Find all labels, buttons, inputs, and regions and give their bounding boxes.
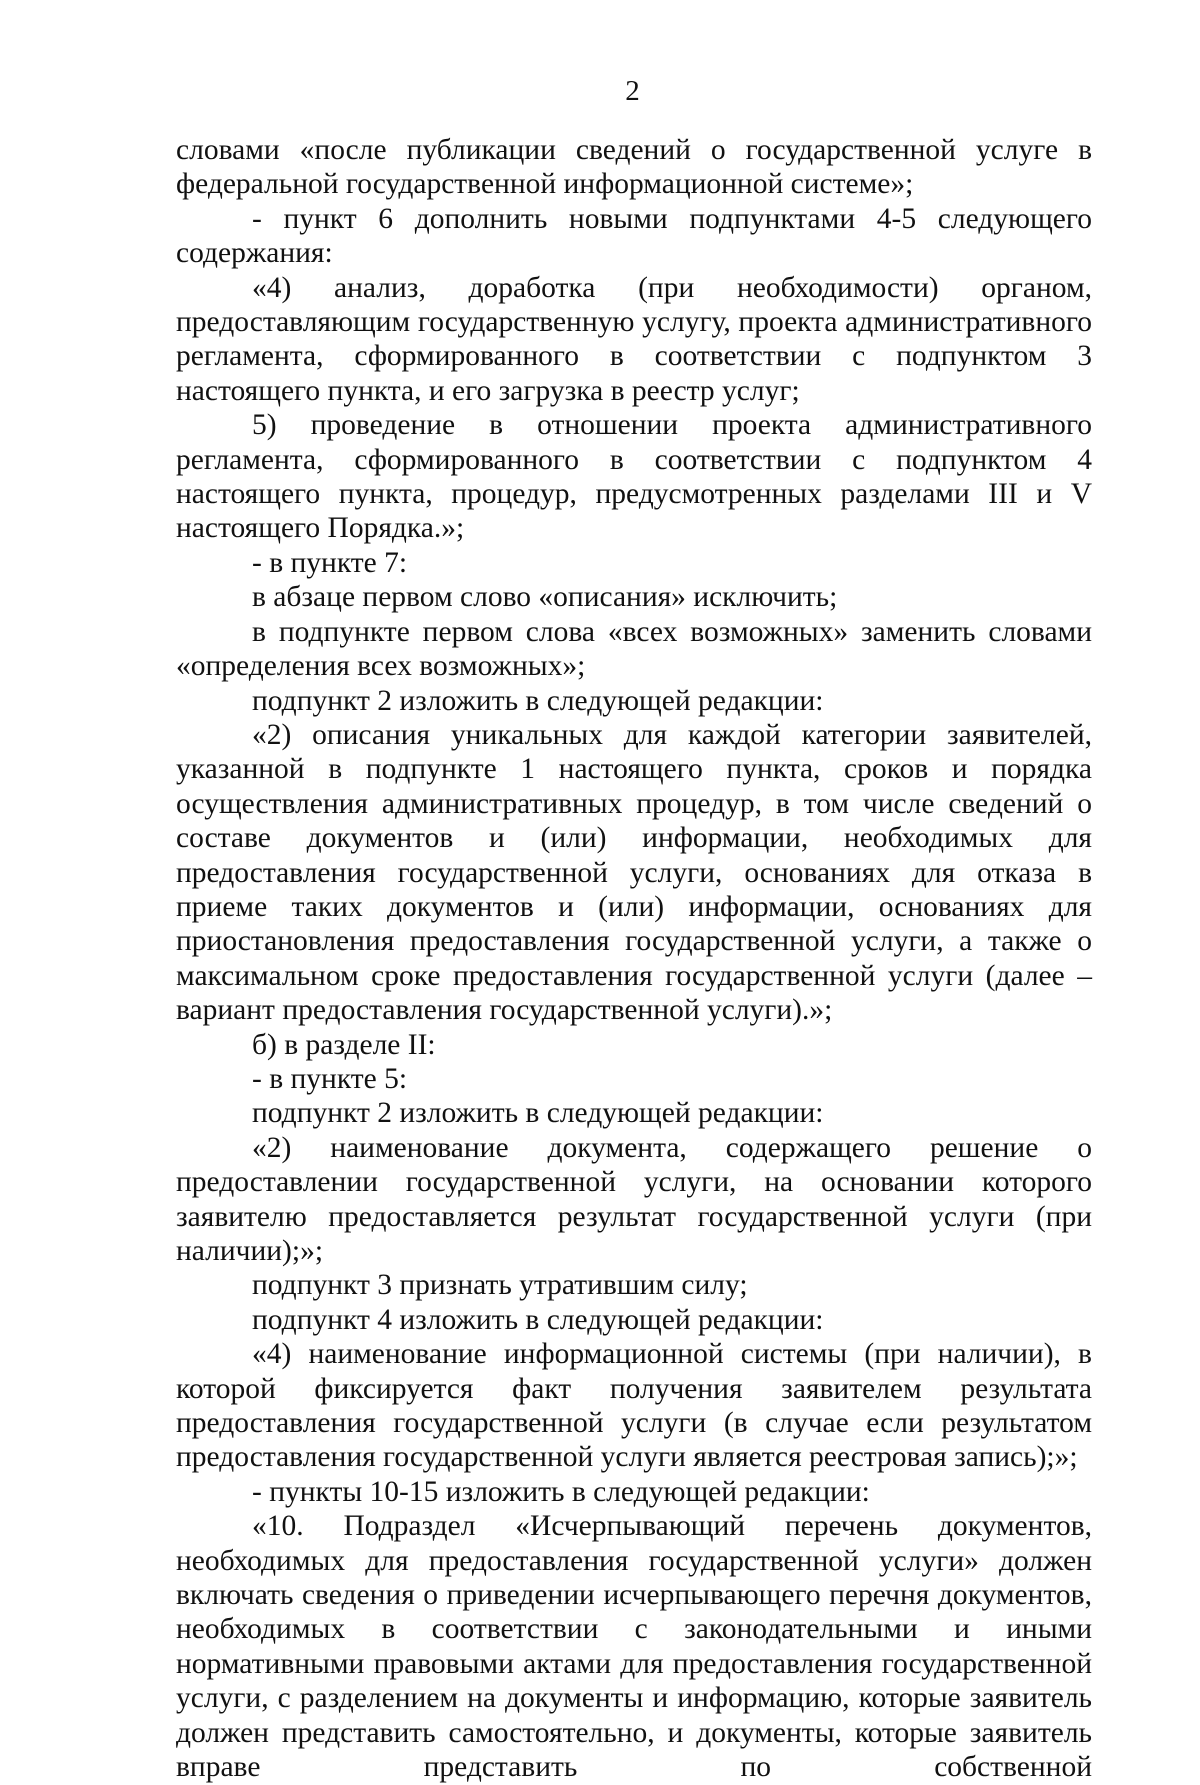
paragraph-10: б) в разделе II: [252, 1028, 436, 1061]
paragraph-9: «2) описания уникальных для каждой категории заявителей, указанной в подпункте 1 настоящего пункта, сроков и порядка осуществления административных процедур, в том числе сведений о составе документов и (или) информации, необходимых для предоставления государственной услуги, основаниях для отказа в приеме таких документов и (или) информации, основаниях для приостановления предоставления государственной услуги, а также о максимальном сроке предоставления государственной услуги (далее – вариант предоставления государственной услуги).»; [176, 718, 1092, 1027]
paragraph-5: - в пункте 7: [252, 546, 408, 579]
document-body [176, 133, 1092, 1785]
paragraph-18: «10. Подраздел «Исчерпывающий перечень документов, необходимых для предоставления государственной услуги» должен включать сведения о приведении исчерпывающего перечня документов, необходимых в соответствии с законодательными и иными нормативными правовыми актами для предоставления государственной услуги, с разделением на документы и информацию, которые заявитель должен представить самостоятельно, и документы, которые заявитель вправе представить по собственной [176, 1510, 1092, 1784]
paragraph-2: - пункт 6 дополнить новыми подпунктами 4-5 следующего содержания: [176, 202, 1092, 270]
paragraph-7: в подпункте первом слова «всех возможных» заменить словами «определения всех возможных»; [176, 615, 1092, 683]
paragraph-8: подпункт 2 изложить в следующей редакции: [252, 684, 824, 717]
paragraph-15: подпункт 4 изложить в следующей редакции: [252, 1303, 824, 1336]
paragraph-13: «2) наименование документа, содержащего решение о предоставлении государственной услуги, на основании которого заявителю предоставляется результат государственной услуги (при наличии);»; [176, 1131, 1092, 1267]
paragraph-16: «4) наименование информационной системы (при наличии), в которой фиксируется факт получения заявителем результата предоставления государственной услуги (в случае если результатом предоставления государственной услуги является реестровая запись);»; [176, 1338, 1092, 1474]
page-number: 2 [625, 75, 640, 107]
paragraph-6: в абзаце первом слово «описания» исключить; [252, 581, 838, 614]
paragraph-12: подпункт 2 изложить в следующей редакции: [252, 1097, 824, 1130]
paragraph-1: словами «после публикации сведений о государственной услуге в федеральной государственной информационной системе»; [176, 134, 1092, 201]
paragraph-14: подпункт 3 признать утратившим силу; [252, 1269, 748, 1302]
paragraph-3: «4) анализ, доработка (при необходимости) органом, предоставляющим государственную услугу, проекта административного регламента, сформированного в соответствии с подпунктом 3 настоящего пункта, и его загрузка в реестр услуг; [176, 271, 1092, 407]
paragraph-11: - в пункте 5: [252, 1062, 408, 1095]
paragraph-4: 5) проведение в отношении проекта административного регламента, сформированного в соответствии с подпунктом 4 настоящего пункта, процедур, предусмотренных разделами III и V настоящего Порядка.»; [176, 409, 1092, 545]
paragraph-17: - пункты 10-15 изложить в следующей редакции: [252, 1475, 870, 1508]
